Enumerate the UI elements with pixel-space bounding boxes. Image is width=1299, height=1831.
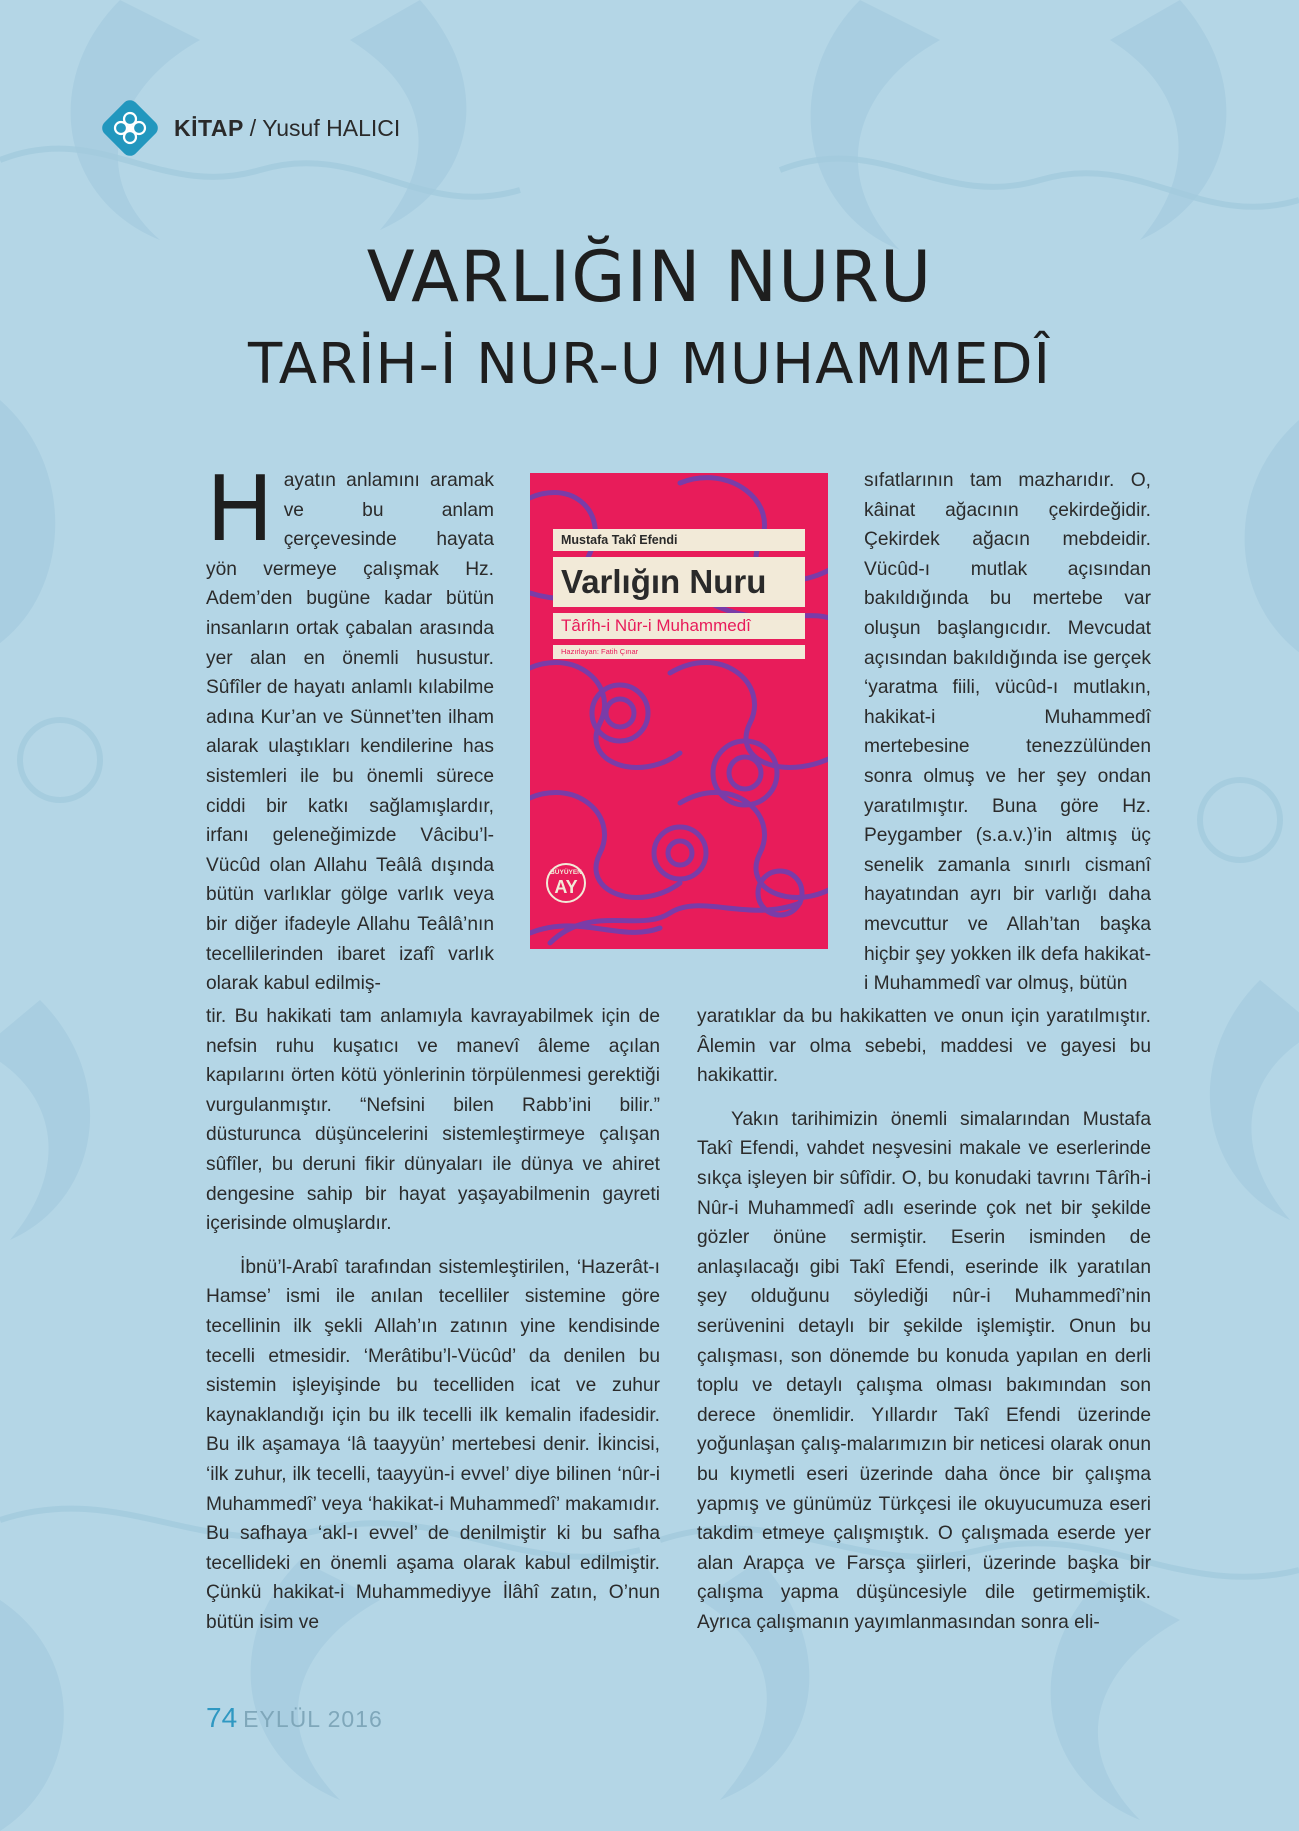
article-author: Yusuf HALICI bbox=[262, 114, 401, 141]
article-title: VARLIĞIN NURU bbox=[366, 236, 933, 318]
paragraph-text: tir. Bu hakikati tam anlamıyla kavrayabilmek için de nefsin ruhu kuşatıcı ve manevî âleme açılan kapılarını örten kötü yönlerinin törpülenmesi gerektiği vurgulanmıştır. “Nefsini bilen Rabb’ini bilir.” düsturunca düşüncelerini sistemleştirmeye çalışan sûfîler, bu deruni fikir dünyaları ile dünya ve ahiret dengesine sahip bir hayat yaşayabilmenin gayreti içerisinde olmuşlardır. bbox=[206, 1006, 660, 1235]
ornament-icon bbox=[96, 94, 164, 162]
paragraph-text: sıfatlarının tam mazharıdır. O, kâinat ağacının çekirdeğidir. Çekirdek ağacın mebdeidir. Vücûd-ı mutlak açısından bakıldığında bu mertebe var oluşun başlangıcıdır. Mevcudat açısından bakıldığında ise gerçek ‘yaratma fiili, vücûd-ı mutlakın, hakikat-i Muhammedî mertebesine tenezzülünden sonra olmuş ve her şey ondan yaratılmıştır. Buna göre Hz. Peygamber (s.a.v.)’in altmış üç senelik zamanla sınırlı cismanî hayatından ayrı bir varlığı daha mevcuttur ve Allah’tan başka hiçbir şey yokken ilk defa hakikat-i Muhammedî var olmuş, bütün bbox=[864, 470, 1151, 995]
article-subtitle: TARİH-İ NUR-U MUHAMMEDÎ bbox=[247, 332, 1052, 397]
paragraph-text: Yakın tarihimizin önemli simalarından Mustafa Takî Efendi, vahdet neşvesini makale ve eserlerinde sıkça işleyen bir sûfîdir. O, bu konudaki tavrını Târîh-i Nûr-i Muhammedî adlı eserinde çok net bir şekilde gözler önüne sermiştir. Eserin isminden de anlaşılacağı gibi Takî Efendi, eserinde ilk yaratılan şey olduğunu söylediği nûr-i Muhammedî’nin serüvenini detaylı bir şekilde işlemiştir. Onun bu çalışması, son dönemde bu konuda yapılan en derli toplu ve detaylı çalışma olması bakımından son derece önemlidir. Yıllardır Takî Efendi üzerinde yoğunlaşan çalış-malarımızın bir neticesi olarak onun bu kıymetli eseri üzerinde daha önce bir çalışma yapmış ve günümüz Türkçesi ile okuyucumuza eseri takdim etmeye çalışmıştık. O çalışmada eserde yer alan Arapça ve Farsça şiirleri, üzerinde başka bir çalışma yapma düşüncesiyle dile getirmemiştik. Ayrıca çalışmanın yayımlanmasından sonra eli- bbox=[697, 1108, 1151, 1633]
cover-title: Varlığın Nuru bbox=[553, 557, 805, 607]
book-cover-image bbox=[530, 473, 828, 949]
column-1-body bbox=[206, 1002, 660, 1637]
column-2-wrap bbox=[864, 466, 1151, 999]
paragraph-text: ayatın anlamını aramak ve bu anlam çerçevesinde hayata yön vermeye çalışmak Hz. Adem’den bugüne kadar bütün insanların ortak çabalan arasında yer alan en önemli husustur. Sûfîler de hayatı anlamlı kılabilme adına Kur’an ve Sünnet’ten ilham alarak ulaştıkları kendilerine has sistemleri ile bu önemli sürece ciddi bir katkı sağlamışlardır, irfanı geleneğimizde Vâcibu’l-Vücûd olan Allahu Teâlâ dışında bütün varlıklar gölge varlık veya bir diğer ifadeyle Allahu Teâlâ’nın tecellilerinden ibaret izafî varlık olarak kabul edilmiş- bbox=[206, 470, 494, 995]
page-number: 74 bbox=[206, 1702, 238, 1733]
column-2-body bbox=[697, 1002, 1151, 1637]
cover-subtitle: Târîh-i Nûr-i Muhammedî bbox=[553, 613, 805, 639]
cover-editor: Hazırlayan: Fatih Çınar bbox=[553, 645, 805, 659]
paragraph-text: İbnü’l-Arabî tarafından sistemleştirilen, ‘Hazerât-ı Hamse’ ismi ile anılan tecelliler sistemine göre tecellinin ilk şekli Allah’ın zatının yine kendisinde tecelli etmesidir. ‘Merâtibu’l-Vücûd’ da denilen bu sistemin işleyişinde bu tecelliden icat ve zuhur kaynaklandığı için bu ilk tecelli ilk kemalin ifadesidir. Bu ilk aşamaya ‘lâ taayyün’ mertebesi denir. İkincisi, ‘ilk zuhur, ilk tecelli, taayyün-i evvel’ diye bilinen ‘nûr-i Muhammedî’ veya ‘hakikat-i Muhammedî’ makamıdır. Bu safhaya ‘akl-ı evvel’ de denilmiştir ki bu safha tecellideki en önemli aşama olarak kabul edilmiştir. Çünkü hakikat-i Muhammediyye İlâhî zatın, O’nun bütün isim ve bbox=[206, 1256, 660, 1633]
page-footer bbox=[206, 1702, 383, 1734]
publisher-name-big: AY bbox=[554, 877, 578, 897]
section-label: KİTAP bbox=[174, 114, 244, 141]
header-separator: / bbox=[249, 114, 257, 141]
cover-author: Mustafa Takî Efendi bbox=[553, 529, 805, 551]
section-badge bbox=[96, 94, 164, 162]
publisher-logo bbox=[546, 863, 586, 903]
paragraph-text: yaratıklar da bu hakikatten ve onun için yaratılmıştır. Âlemin var olma sebebi, maddesi ve gayesi bu hakikattir. bbox=[697, 1006, 1151, 1087]
publisher-name-small: BÜYÜYEN bbox=[550, 869, 582, 876]
issue-date: EYLÜL 2016 bbox=[243, 1706, 383, 1732]
drop-cap: H bbox=[206, 457, 274, 562]
section-header bbox=[96, 94, 400, 162]
column-1-wrap bbox=[206, 457, 494, 999]
